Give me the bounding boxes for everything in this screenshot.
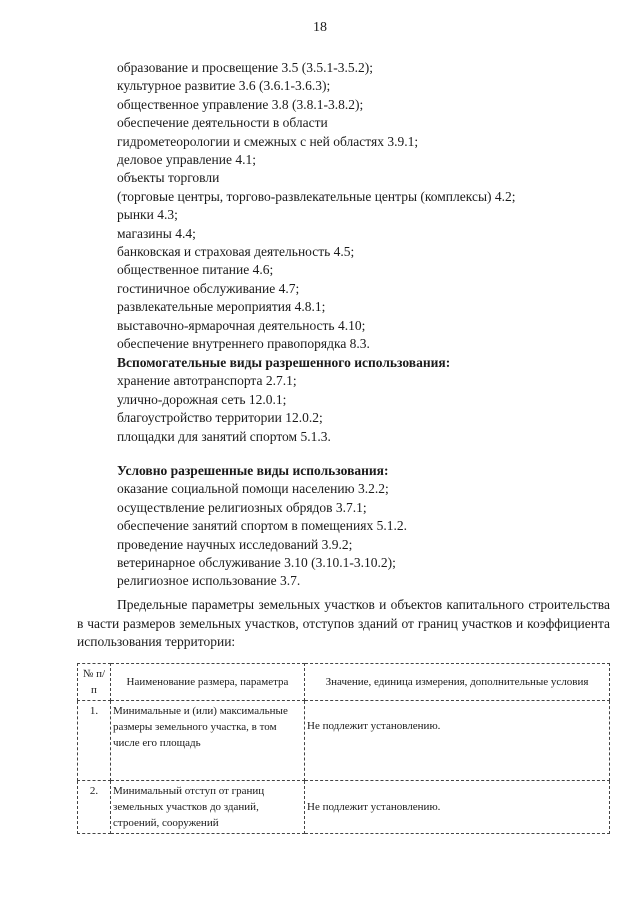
main-uses-list (117, 59, 516, 354)
list-item: обеспечение внутреннего правопорядка 8.3. (117, 336, 370, 352)
header-name: Наименование размера, параметра (111, 664, 305, 701)
row-num: 1. (78, 701, 111, 781)
list-item: обеспечение занятий спортом в помещениях 5.1.2. (117, 518, 407, 534)
list-item: (торговые центры, торгово-развлекательные центры (комплексы) 4.2; (117, 188, 516, 204)
list-item: культурное развитие 3.6 (3.6.1-3.6.3); (117, 78, 331, 94)
row-name: Минимальный отступ от границ земельных участков до зданий, строений, сооружений (111, 781, 305, 834)
page-number: 18 (313, 20, 327, 35)
list-item: образование и просвещение 3.5 (3.5.1-3.5.2); (117, 60, 373, 75)
list-item: объекты торговли (117, 170, 220, 186)
list-item: религиозное использование 3.7. (117, 573, 301, 589)
list-item: общественное управление 3.8 (3.8.1-3.8.2); (117, 96, 364, 112)
row-value: Не подлежит установлению. (305, 781, 610, 834)
list-item: хранение автотранспорта 2.7.1; (117, 373, 297, 389)
conditional-heading: Условно разрешенные виды использования: (117, 463, 389, 478)
auxiliary-heading: Вспомогательные виды разрешенного использования: (117, 355, 451, 370)
header-num: № п/п (78, 664, 111, 701)
parameters-table (77, 663, 610, 834)
list-item: гидрометеорологии и смежных с ней областях 3.9.1; (117, 133, 419, 149)
list-item: осуществление религиозных обрядов 3.7.1; (117, 499, 367, 515)
conditional-uses-section (117, 462, 407, 591)
list-item: развлекательные мероприятия 4.8.1; (117, 299, 326, 315)
list-item: обеспечение деятельности в области (117, 115, 328, 131)
list-item: выставочно-ярмарочная деятельность 4.10; (117, 317, 366, 333)
list-item: улично-дорожная сеть 12.0.1; (117, 391, 287, 407)
list-item: оказание социальной помощи населению 3.2.2; (117, 481, 389, 497)
list-item: рынки 4.3; (117, 207, 178, 223)
row-name: Минимальные и (или) максимальные размеры земельного участка, в том числе его площадь (111, 701, 305, 781)
header-value: Значение, единица измерения, дополнительные условия (305, 664, 610, 701)
row-value: Не подлежит установлению. (305, 701, 610, 781)
list-item: деловое управление 4.1; (117, 152, 256, 168)
list-item: общественное питание 4.6; (117, 262, 274, 278)
table-row (78, 701, 610, 781)
row-num: 2. (78, 781, 111, 834)
list-item: площадки для занятий спортом 5.1.3. (117, 428, 331, 444)
list-item: банковская и страховая деятельность 4.5; (117, 244, 355, 260)
parameters-paragraph: Предельные параметры земельных участков и объектов капитального строительства в части размеров земельных участков, отступов зданий от границ участков и коэффициента использования территории: (77, 597, 610, 650)
list-item: гостиничное обслуживание 4.7; (117, 280, 300, 296)
table-header-row (78, 664, 610, 701)
auxiliary-uses-section (117, 354, 450, 446)
list-item: ветеринарное обслуживание 3.10 (3.10.1-3.10.2); (117, 555, 396, 571)
list-item: проведение научных исследований 3.9.2; (117, 536, 353, 552)
table-row (78, 781, 610, 834)
list-item: магазины 4.4; (117, 225, 196, 241)
list-item: благоустройство территории 12.0.2; (117, 410, 323, 426)
